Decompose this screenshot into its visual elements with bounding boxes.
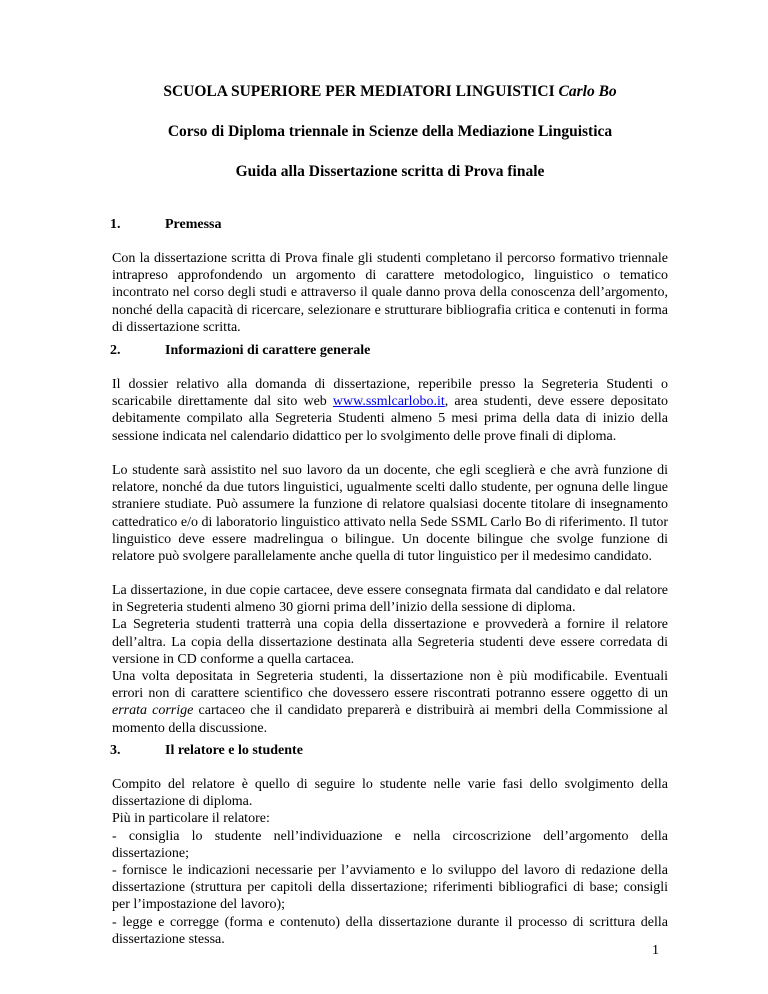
institution-title-main: SCUOLA SUPERIORE PER MEDIATORI LINGUISTICI — [163, 83, 555, 100]
course-subtitle: Corso di Diploma triennale in Scienze della Mediazione Linguistica — [167, 123, 613, 140]
section-2-number: 2. — [110, 343, 121, 358]
section-3-line-2: Più in particolare il relatore: — [112, 811, 270, 827]
section-3-body — [112, 776, 668, 948]
section-2-p3-c-b: cartaceo che il candidato preparerà e distribuirà ai membri della Commissione al momento della discussione. — [112, 703, 668, 736]
section-3-line-5: - legge e corregge (forma e contenuto) della dissertazione durante il processo di scrittura della dissertazione stessa. — [112, 914, 668, 947]
section-3-heading — [110, 742, 303, 760]
section-3-line-4: - fornisce le indicazioni necessarie per l’avviamento e lo sviluppo del lavoro di redazione della dissertazione (struttura per capitoli della dissertazione; riferimenti bibliografici di base; consigli per l’impostazione del lavoro); — [112, 863, 668, 913]
section-1-heading — [110, 216, 222, 234]
section-2-heading — [110, 342, 370, 360]
section-2-paragraph-1 — [112, 376, 668, 445]
section-1-body — [112, 250, 668, 336]
section-1-number: 1. — [110, 217, 121, 232]
ssml-website-link[interactable]: www.ssmlcarlobo.it — [332, 394, 445, 410]
section-1-paragraph: Con la dissertazione scritta di Prova finale gli studenti completano il percorso formativo triennale intrapreso approfondendo un argomento di carattere metodologico, linguistico o tematico incontrato nel corso degli studi e attraverso il quale danno prova della conoscenza dell’argomento, nonché della capacità di ricercare, selezionare e strutturare bibliografia critica e contenuti in forma di dissertazione scritta. — [112, 251, 668, 335]
section-2-p3-c-a: Una volta depositata in Segreteria studenti, la dissertazione non è più modificabile. Eventuali errori non di carattere scientifico che dovessero essere riscontrati potranno essere oggetto di un — [112, 669, 668, 702]
section-3-number: 3. — [110, 743, 121, 758]
section-2-p3-a: La dissertazione, in due copie cartacee, deve essere consegnata firmata dal candidato e dal relatore in Segreteria studenti almeno 30 giorni prima dell’inizio della sessione di diploma. — [112, 583, 668, 616]
section-3-title: Il relatore e lo studente — [165, 743, 303, 758]
section-2-paragraph-2 — [112, 462, 668, 565]
section-2-p2-text: Lo studente sarà assistito nel suo lavoro da un docente, che egli sceglierà e che avrà funzione di relatore, nonché da due tutors linguistici, ugualmente scelti dallo studente, per ognuna delle lingue straniere studiate. Può assumere la funzione di relatore qualsiasi docente titolare di insegnamento cattedratico e/o di laboratorio linguistico attivato nella Sede SSML Carlo Bo di riferimento. Il tutor linguistico deve essere madrelingua o bilingue. Un docente bilingue che svolge funzione di relatore può svolgere parallelamente anche quella di tutor linguistico per il medesimo candidato. — [112, 463, 668, 565]
page-number: 1 — [652, 943, 659, 958]
section-3-line-1: Compito del relatore è quello di seguire lo studente nelle varie fasi dello svolgimento della dissertazione di diploma. — [112, 777, 668, 810]
section-1-title: Premessa — [165, 217, 222, 232]
section-3-line-3: - consiglia lo studente nell’individuazione e nella circoscrizione dell’argomento della dissertazione; — [112, 828, 668, 861]
section-2-paragraph-3 — [112, 582, 668, 737]
section-2-p1-text-b: , area studenti, deve essere depositato debitamente compilato alla Segreteria Studenti almeno 5 mesi prima della data di inizio della sessione indicata nel calendario didattico per lo svolgimento delle prove finali di diploma. — [112, 394, 668, 444]
section-2-p3-b: La Segreteria studenti tratterrà una copia della dissertazione e provvederà a fornire il relatore dell’altra. La copia della dissertazione destinata alla Segreteria studenti deve essere corredata di versione in CD conforme a quella cartacea. — [112, 617, 668, 667]
institution-title-italic: Carlo Bo — [558, 83, 617, 100]
errata-corrige-italic: errata corrige — [112, 703, 194, 719]
section-2-p1-text-a: Il dossier relativo alla domanda di dissertazione, reperibile presso la Segreteria Studenti o scaricabile direttamente dal sito web — [112, 377, 668, 410]
institution-title — [112, 82, 668, 102]
guide-title: Guida alla Dissertazione scritta di Prova finale — [235, 163, 545, 180]
section-2-title: Informazioni di carattere generale — [165, 343, 371, 358]
